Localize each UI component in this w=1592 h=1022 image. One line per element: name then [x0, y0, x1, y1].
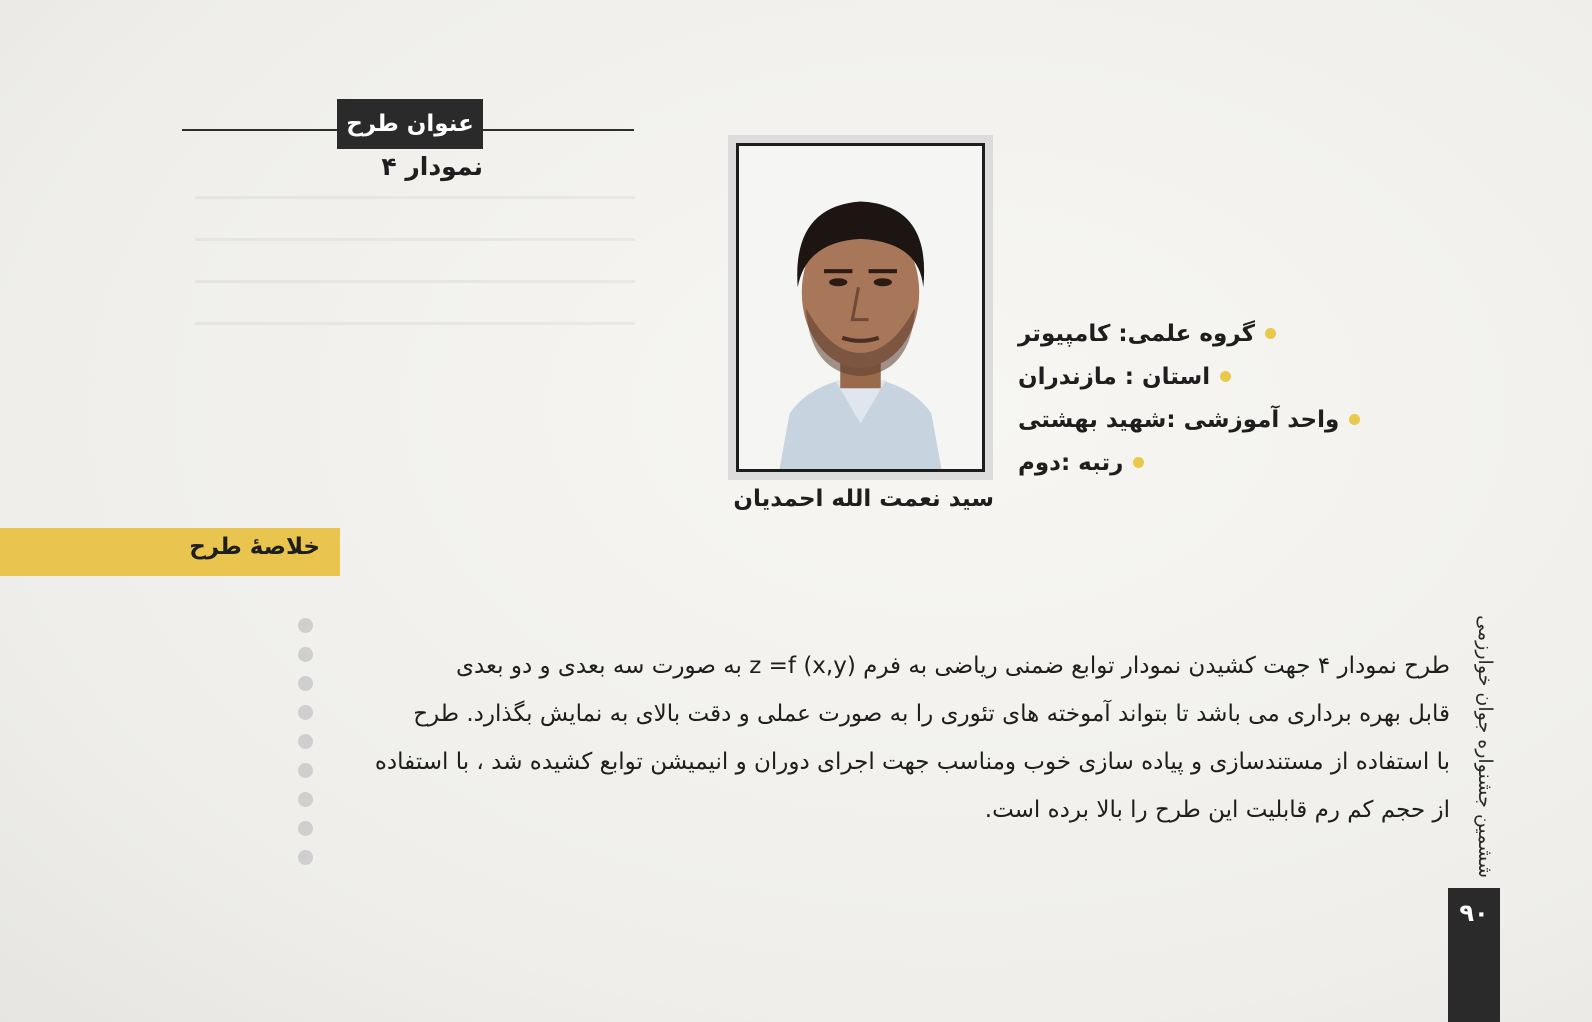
festival-caption: ششمین جشنواره جوان خوارزمی: [1474, 615, 1496, 878]
dot-icon: [298, 763, 313, 778]
profile-info-list: [1018, 312, 1388, 492]
profile-photo: [728, 135, 993, 480]
dot-icon: [298, 821, 313, 836]
photo-inner-frame: [736, 143, 985, 472]
info-item-label: رتبه :دوم: [1018, 449, 1124, 476]
dot-icon: [298, 647, 313, 662]
info-item-school: [1018, 398, 1388, 441]
summary-paragraph: [334, 642, 1450, 834]
person-name: سید نعمت الله احمدیان: [733, 486, 994, 512]
dot-icon: [298, 792, 313, 807]
dot-icon: [298, 734, 313, 749]
person-portrait-icon: [739, 146, 982, 469]
info-item-label: استان : مازندران: [1018, 363, 1211, 390]
bullet-dot-icon: [1220, 371, 1231, 382]
info-item-label: واحد آموزشی :شهید بهشتی: [1018, 406, 1340, 433]
decorative-dot-column: [298, 618, 314, 879]
info-item-province: [1018, 355, 1388, 398]
info-item-rank: [1018, 441, 1388, 484]
summary-line: با استفاده از مستندسازی و پیاده سازی خوب ومناسب جهت اجرای دوران و انیمیشن توابع کشیده شد ، با استفاده: [374, 749, 1450, 775]
project-title: نمودار ۴: [381, 152, 483, 181]
bullet-dot-icon: [1133, 457, 1144, 468]
bullet-dot-icon: [1349, 414, 1360, 425]
dot-icon: [298, 705, 313, 720]
bullet-dot-icon: [1265, 328, 1276, 339]
summary-line: قابل بهره برداری می باشد تا بتواند آموخته های تئوری را به صورت عملی و دقت بالای به نمایش بگذارد. طرح: [413, 701, 1450, 727]
page-number: ۹۰: [1459, 899, 1489, 927]
summary-line: از حجم کم رم قابلیت این طرح را بالا برده است.: [984, 797, 1450, 823]
info-item-label: گروه علمی: کامپیوتر: [1018, 320, 1255, 347]
show-through-texture: [195, 175, 635, 325]
info-item-field: [1018, 312, 1388, 355]
dot-icon: [298, 676, 313, 691]
summary-line: طرح نمودار ۴ جهت کشیدن نمودار توابع ضمنی ریاضی به فرم z =f (x,y) به صورت سه بعدی و دو بعدی: [455, 653, 1450, 679]
summary-heading: خلاصهٔ طرح: [189, 534, 320, 560]
dot-icon: [298, 618, 313, 633]
dot-icon: [298, 850, 313, 865]
title-label: عنوان طرح: [337, 99, 483, 149]
